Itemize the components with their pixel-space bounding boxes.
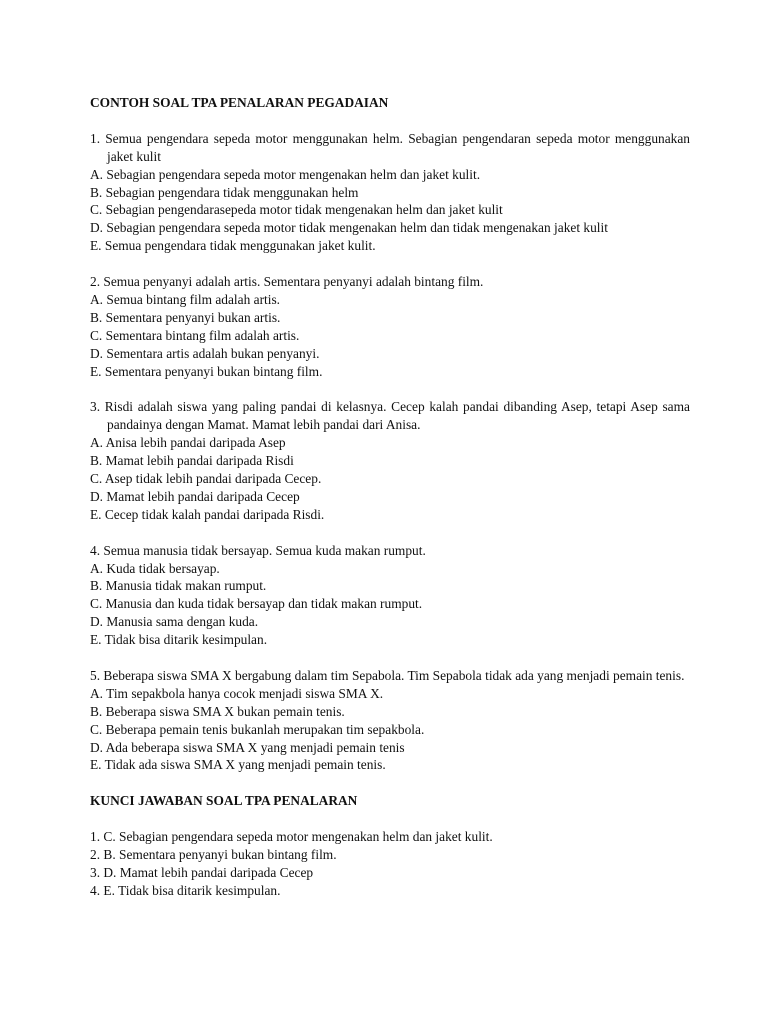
question-1 — [90, 130, 690, 255]
spacer — [90, 810, 690, 828]
option-d: D. Sebagian pengendara sepeda motor tidak mengenakan helm dan tidak mengenakan jaket kulit — [90, 220, 608, 236]
question-stem: 4. Semua manusia tidak bersayap. Semua kuda makan rumput. — [90, 542, 426, 558]
option-a: A. Sebagian pengendara sepeda motor mengenakan helm dan jaket kulit. — [90, 166, 481, 182]
option-e: E. Tidak bisa ditarik kesimpulan. — [90, 632, 268, 648]
option-c: C. Manusia dan kuda tidak bersayap dan tidak makan rumput. — [90, 596, 423, 612]
option-d: D. Ada beberapa siswa SMA X yang menjadi pemain tenis — [90, 739, 405, 755]
document-page — [90, 94, 690, 900]
answer-item: 1. C. Sebagian pengendara sepeda motor mengenakan helm dan jaket kulit. — [90, 829, 493, 845]
option-c: C. Asep tidak lebih pandai daripada Cecep. — [90, 470, 322, 486]
option-e: E. Tidak ada siswa SMA X yang menjadi pemain tenis. — [90, 757, 386, 773]
option-a: A. Kuda tidak bersayap. — [90, 560, 220, 576]
question-stem: 3. Risdi adalah siswa yang paling pandai di kelasnya. Cecep kalah pandai dibanding Asep, tetapi Asep sama pandainya dengan Mamat. Mamat lebih pandai dari Anisa. — [90, 399, 690, 433]
question-3 — [90, 398, 690, 523]
option-c: C. Beberapa pemain tenis bukanlah merupakan tim sepakbola. — [90, 721, 425, 737]
question-4 — [90, 542, 690, 649]
option-a: A. Semua bintang film adalah artis. — [90, 291, 281, 307]
option-b: B. Mamat lebih pandai daripada Risdi — [90, 453, 294, 469]
answer-key-title: KUNCI JAWABAN SOAL TPA PENALARAN — [90, 793, 358, 809]
answer-item: 4. E. Tidak bisa ditarik kesimpulan. — [90, 882, 281, 898]
question-stem: 2. Semua penyanyi adalah artis. Sementara penyanyi adalah bintang film. — [90, 274, 484, 290]
option-d: D. Manusia sama dengan kuda. — [90, 614, 259, 630]
option-d: D. Mamat lebih pandai daripada Cecep — [90, 488, 300, 504]
option-a: A. Tim sepakbola hanya cocok menjadi siswa SMA X. — [90, 685, 384, 701]
question-2 — [90, 273, 690, 380]
answer-key-list — [90, 828, 690, 900]
option-b: B. Manusia tidak makan rumput. — [90, 578, 267, 594]
option-b: B. Sementara penyanyi bukan artis. — [90, 309, 281, 325]
question-5 — [90, 667, 690, 774]
document-title: CONTOH SOAL TPA PENALARAN PEGADAIAN — [90, 95, 389, 110]
option-c: C. Sementara bintang film adalah artis. — [90, 327, 300, 343]
option-e: E. Sementara penyanyi bukan bintang film. — [90, 363, 323, 379]
question-stem: 5. Beberapa siswa SMA X bergabung dalam tim Sepabola. Tim Sepabola tidak ada yang menjadi pemain tenis. — [90, 667, 685, 683]
option-e: E. Semua pengendara tidak menggunakan jaket kulit. — [90, 238, 376, 254]
spacer — [90, 112, 690, 130]
question-stem: 1. Semua pengendara sepeda motor menggunakan helm. Sebagian pengendaran sepeda motor menggunakan jaket kulit — [90, 130, 690, 164]
option-b: B. Beberapa siswa SMA X bukan pemain tenis. — [90, 703, 345, 719]
answer-item: 3. D. Mamat lebih pandai daripada Cecep — [90, 864, 314, 880]
option-b: B. Sebagian pengendara tidak menggunakan helm — [90, 184, 359, 200]
option-a: A. Anisa lebih pandai daripada Asep — [90, 435, 286, 451]
option-e: E. Cecep tidak kalah pandai daripada Risdi. — [90, 506, 325, 522]
answer-item: 2. B. Sementara penyanyi bukan bintang film. — [90, 846, 337, 862]
option-c: C. Sebagian pengendarasepeda motor tidak mengenakan helm dan jaket kulit — [90, 202, 503, 218]
option-d: D. Sementara artis adalah bukan penyanyi. — [90, 345, 320, 361]
